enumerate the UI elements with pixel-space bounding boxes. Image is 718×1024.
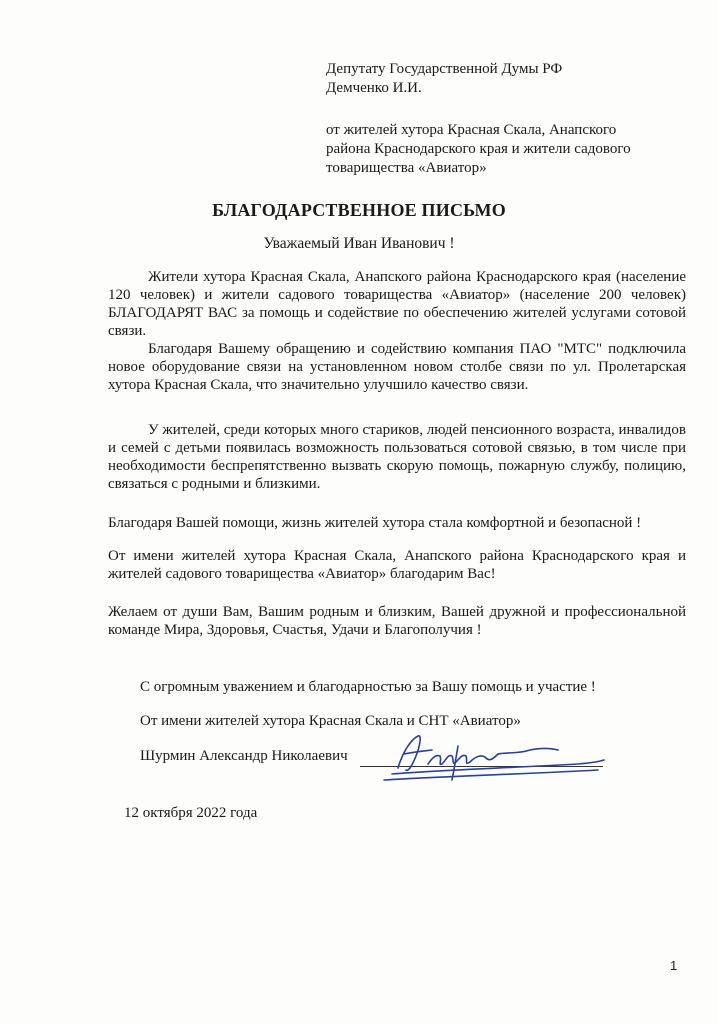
sender-line: района Краснодарского края и жители садового <box>326 141 631 157</box>
sender-line: от жителей хутора Красная Скала, Анапского <box>326 122 617 138</box>
body-section-1 <box>108 268 686 394</box>
handwritten-signature <box>358 724 608 784</box>
greeting: Уважаемый Иван Иванович ! <box>263 235 455 252</box>
body-section-4 <box>108 547 686 583</box>
signer-name: Шурмин Александр Николаевич <box>140 748 348 764</box>
letter-title: БЛАГОДАРСТВЕННОЕ ПИСЬМО <box>212 200 506 220</box>
paragraph-comfort: Благодаря Вашей помощи, жизнь жителей хутора стала комфортной и безопасной ! <box>108 515 642 531</box>
body-section-2 <box>108 421 686 493</box>
closing-on-behalf: От имени жителей хутора Красная Скала и СНТ «Авиатор» <box>140 713 521 729</box>
letter-date: 12 октября 2022 года <box>124 805 258 821</box>
paragraph-residents: У жителей, среди которых много стариков, людей пенсионного возраста, инвалидов и семей с детьми появилась возможность пользоваться сотовой связью, в том числе при необходимости беспрепятственно вызвать скорую помощь, пожарную службу, полицию, связаться с родными и близкими. <box>108 422 686 492</box>
paragraph-wishes: Желаем от души Вам, Вашим родным и близким, Вашей дружной и профессиональной команде Мира, Здоровья, Счастья, Удачи и Благополучия ! <box>108 604 686 638</box>
paragraph-mts: Благодаря Вашему обращению и содействию компания ПАО "МТС" подключила новое оборудование связи на установленном новом столбе связи по ул. Пролетарская хутора Красная Скала, что значительно улучшило качество связи. <box>108 341 686 393</box>
paragraph-gratitude: Жители хутора Красная Скала, Анапского района Краснодарского края (население 120 человек) и жители садового товарищества «Авиатор» (население 200 человек) БЛАГОДАРЯТ ВАС за помощь и содействие по обеспечению жителей услугами сотовой связи. <box>108 269 686 339</box>
paragraph-on-behalf: От имени жителей хутора Красная Скала, Анапского района Краснодарского края и жителей садового товарищества «Авиатор» благодарим Вас! <box>108 548 686 582</box>
closing-respect: С огромным уважением и благодарностью за Вашу помощь и участие ! <box>140 679 596 695</box>
addressee-block <box>326 60 686 98</box>
body-section-3 <box>108 514 686 532</box>
page-number: 1 <box>670 958 678 973</box>
sender-line: товарищества «Авиатор» <box>326 160 487 176</box>
sender-block <box>326 121 686 178</box>
addressee-line: Депутату Государственной Думы РФ <box>326 61 563 77</box>
body-section-5 <box>108 603 686 639</box>
addressee-line: Демченко И.И. <box>326 80 422 96</box>
